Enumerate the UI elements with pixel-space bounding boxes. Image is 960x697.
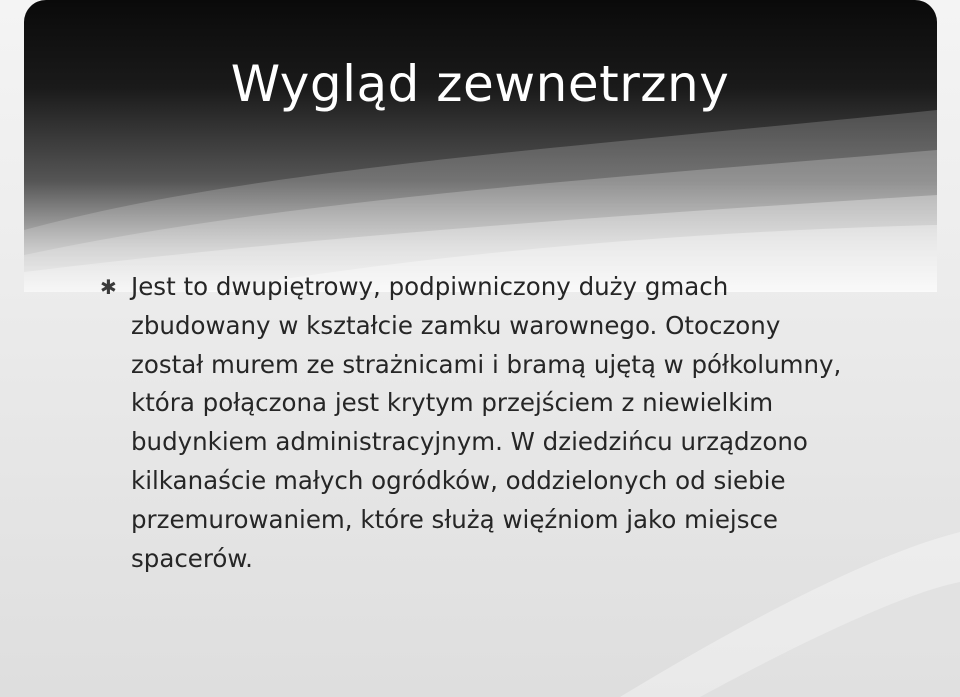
bullet-text: Jest to dwupiętrowy, podpiwniczony duży gmach zbudowany w kształcie zamku warownego. Otoczony został murem ze strażnicami i bramą ujętą w półkolumny, która połączona jest krytym przejściem z niewielkim budynkiem administracyjnym. W dziedzińcu urządzono kilkanaście małych ogródków, oddzielonych od siebie przemurowaniem, które służą więźniom jako miejsce spacerów. xyxy=(131,272,842,573)
bullet-list xyxy=(100,268,860,578)
bullet-item xyxy=(100,268,860,578)
slide-title: Wygląd zewnetrzny xyxy=(230,55,730,113)
asterisk-bullet-icon: ✱ xyxy=(100,275,117,299)
header-wave-decoration xyxy=(24,0,937,292)
header-band xyxy=(24,0,937,292)
